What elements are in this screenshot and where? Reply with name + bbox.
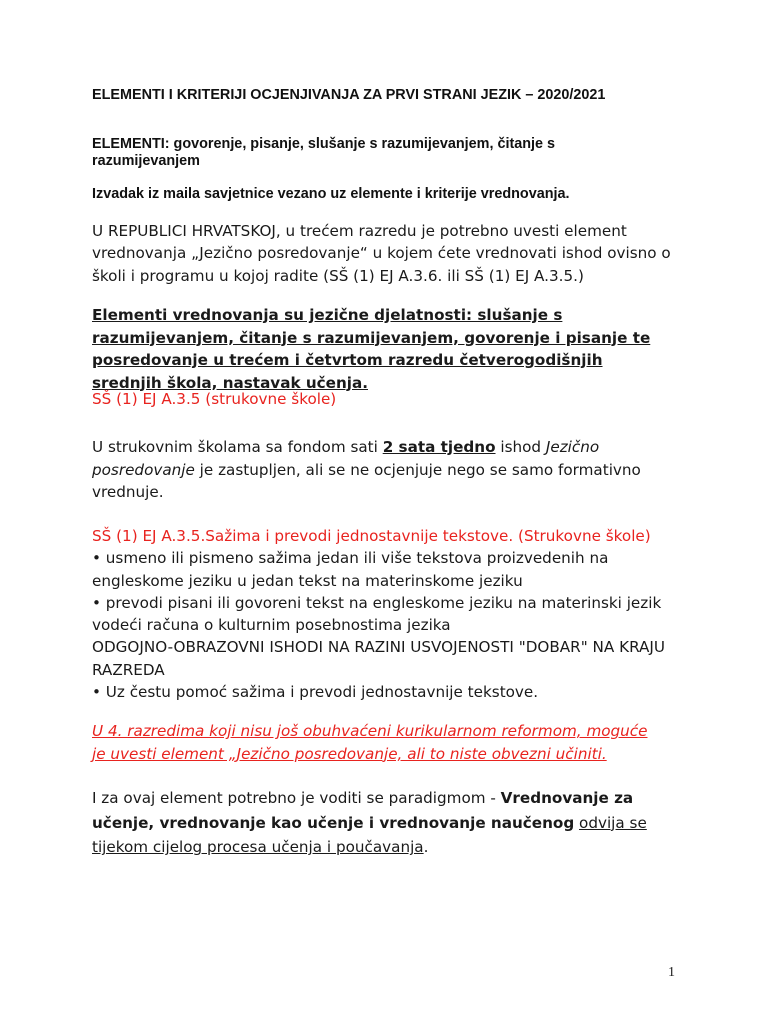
paragraph-croatia-third-grade: U REPUBLICI HRVATSKOJ, u trećem razredu je potrebno uvesti element vrednovanja „Jezično posredovanje“ u kojem ćete vrednovati ishod ovisno o školi i programu u kojoj radite (SŠ (1) EJ A.3.6. ili SŠ (1) EJ A.3.5.)	[92, 222, 671, 285]
vocational-schools-heading: SŠ (1) EJ A.3.5 (strukovne škole)	[92, 390, 337, 408]
text-segment: ishod	[495, 438, 546, 456]
mediation-italic: Jezično posredovanje	[92, 438, 600, 479]
outcome-block	[92, 525, 672, 703]
document-title: ELEMENTI I KRITERIJI OCJENJIVANJA ZA PRVI STRANI JEZIK – 2020/2021	[92, 87, 606, 103]
paragraph-paradigm	[92, 786, 682, 860]
email-excerpt-heading: Izvadak iz maila savjetnice vezano uz elemente i kriterije vrednovanja.	[92, 186, 570, 202]
bullet-translate-line1: • prevodi pisani ili govoreni tekst na engleskome jeziku na materinski jezik	[92, 593, 662, 612]
bullet-summarize-line2: engleskome jeziku u jedan tekst na materinskome jeziku	[92, 571, 523, 590]
paragraph-assessment-elements: Elementi vrednovanja su jezične djelatnosti: slušanje s razumijevanjem, čitanje s razumijevanjem, govorenje i pisanje te posredovanje u trećem i četvrtom razredu četverogodišnjih srednjih škola, nastavak učenja.	[92, 306, 651, 392]
hours-underlined: 2 sata tjedno	[382, 438, 496, 456]
bullet-frequent-help: • Uz čestu pomoć sažima i prevodi jednostavnije tekstove.	[92, 683, 539, 702]
text-segment: I za ovaj element potrebno je voditi se paradigmom -	[92, 789, 501, 807]
process-underlined: odvija se tijekom cijelog procesa učenja i poučavanja	[92, 813, 647, 857]
paragraph-fourth-grade-note: U 4. razredima koji nisu još obuhvaćeni kurikularnom reformom, moguće je uvesti element „Jezično posredovanje, ali to niste obvezni učiniti.	[92, 722, 648, 763]
paragraph-vocational-hours	[92, 436, 652, 504]
level-heading-line2: RAZREDA	[92, 660, 165, 679]
text-segment: je zastupljen, ali se ne ocjenjuje nego se samo formativno vrednuje.	[92, 460, 641, 502]
elements-heading: ELEMENTI: govorenje, pisanje, slušanje s razumijevanjem, čitanje s razumijevanjem	[92, 136, 556, 169]
outcome-heading: SŠ (1) EJ A.3.5.Sažima i prevodi jednostavnije tekstove. (Strukovne škole)	[92, 527, 651, 545]
paradigm-bold: Vrednovanje za učenje, vrednovanje kao učenje i vrednovanje naučenog	[92, 789, 634, 832]
level-heading-line1: ODGOJNO-OBRAZOVNI ISHODI NA RAZINI USVOJENOSTI "DOBAR" NA KRAJU	[92, 638, 666, 657]
text-segment: .	[423, 838, 429, 857]
bullet-translate-line2: vodeći računa o kulturnim posebnostima jezika	[92, 616, 451, 635]
bullet-summarize-line1: • usmeno ili pismeno sažima jedan ili više tekstova proizvedenih na	[92, 549, 609, 568]
page-number: 1	[668, 965, 675, 980]
text-segment: U strukovnim školama sa fondom sati	[92, 438, 383, 456]
